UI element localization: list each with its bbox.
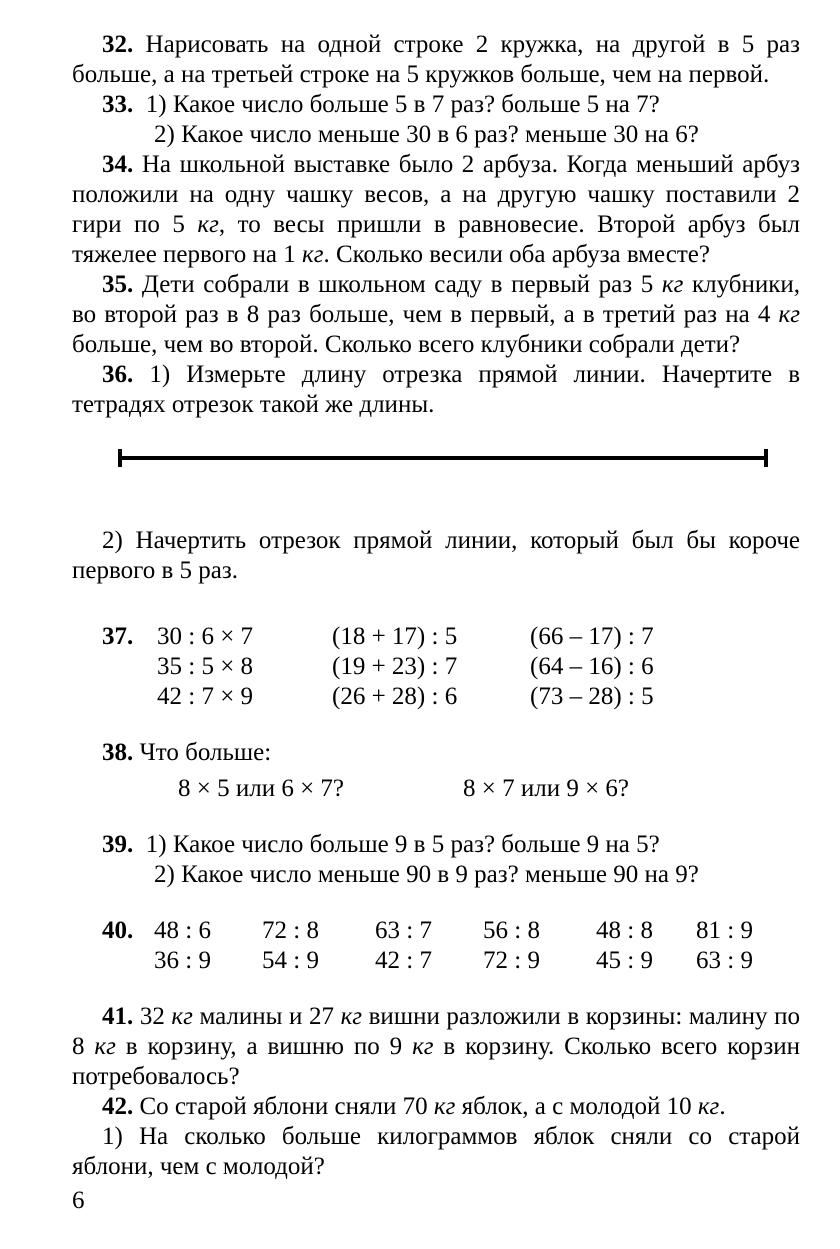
expression: (26 + 28) : 6	[332, 683, 458, 710]
exercise-42-question	[72, 1122, 800, 1182]
exercise-number: 39.	[102, 831, 134, 858]
exercise-42	[72, 1092, 800, 1122]
expression: 63 : 9	[696, 947, 753, 974]
unit-kg: кг	[778, 301, 800, 328]
exercise-text: клубники, во второй раз в 8 раз больше, чем в первый, а в третий раз на 4	[72, 271, 800, 328]
exercise-33	[72, 90, 800, 150]
exercise-text: .	[719, 1093, 726, 1120]
unit-kg: кг	[94, 1033, 116, 1060]
exercise-37	[72, 622, 800, 712]
unit-kg: кг	[302, 241, 324, 268]
exercise-text: 1) На сколько больше килограммов яблок сняли со старой яблони, чем с молодой?	[72, 1123, 800, 1180]
page-number: 6	[72, 1187, 85, 1214]
exercise-text: в корзину. Сколько всего корзин потребовалось?	[72, 1033, 800, 1090]
exercise-text: больше, чем во второй. Сколько всего клубники собрали дети?	[72, 331, 741, 358]
unit-kg: кг	[697, 1093, 720, 1120]
exercise-text: вишни разложили в корзины: малину по 8	[72, 1003, 801, 1060]
expression: (73 – 28) : 5	[530, 683, 654, 710]
exercise-32	[72, 30, 800, 90]
exercise-text: Дети собрали в школьном саду в первый раз 5	[141, 271, 662, 298]
segment-endpoint-left	[118, 449, 122, 467]
unit-kg: кг	[433, 1093, 456, 1120]
exercise-number: 37.	[102, 623, 134, 650]
expression: (18 + 17) : 5	[332, 623, 458, 650]
unit-kg: кг	[412, 1033, 434, 1060]
expression: (64 – 16) : 6	[530, 653, 654, 680]
expression: 42 : 7	[375, 947, 432, 974]
exercise-number: 35.	[102, 271, 134, 298]
page-content	[72, 30, 800, 1182]
expression: 56 : 8	[483, 917, 540, 944]
comparison: 8 × 5 или 6 × 7?	[178, 775, 345, 802]
unit-kg: кг	[661, 271, 684, 298]
exercise-line: 1) Какое число больше 5 в 7 раз? больше 5 на 7?	[145, 91, 660, 118]
expression: 48 : 6	[154, 917, 211, 944]
expression: 48 : 8	[596, 917, 653, 944]
expression: (66 – 17) : 7	[530, 623, 654, 650]
exercise-text: 32	[133, 1003, 172, 1030]
exercise-text: Нарисовать на одной строке 2 кружка, на другой в 5 раз больше, а на третьей строке на 5 кружков больше, чем на первой.	[72, 31, 800, 88]
expression: 45 : 9	[596, 947, 653, 974]
unit-kg: кг	[340, 1003, 363, 1030]
expression: 54 : 9	[262, 947, 319, 974]
line-segment-figure	[72, 440, 800, 476]
exercise-36	[72, 360, 800, 420]
expression: (19 + 23) : 7	[332, 653, 458, 680]
exercise-text: 1) Измерьте длину отрезка прямой линии. Начертите в тетрадях отрезок такой же длины.	[72, 361, 800, 418]
comparison-row	[72, 774, 800, 804]
expression: 72 : 9	[483, 947, 540, 974]
comparison: 8 × 7 или 9 × 6?	[463, 775, 630, 802]
unit-kg: кг	[171, 1003, 193, 1030]
exercise-number: 42.	[102, 1093, 134, 1120]
expression: 81 : 9	[696, 917, 753, 944]
exercise-number: 34.	[102, 151, 134, 178]
exercise-35	[72, 270, 800, 360]
expression: 42 : 7 × 9	[157, 683, 254, 710]
segment-endpoint-right	[764, 449, 768, 467]
exercise-line: 2) Какое число меньше 30 в 6 раз? меньше 30 на 6?	[154, 121, 699, 148]
expression: 35 : 5 × 8	[157, 653, 254, 680]
expression: 72 : 8	[262, 917, 319, 944]
exercise-text: малины и 27	[192, 1003, 341, 1030]
exercise-38	[72, 738, 800, 768]
expression: 36 : 9	[154, 947, 211, 974]
exercise-text: Со старой яблони сняли 70	[133, 1093, 434, 1120]
exercise-text: 2) Начертить отрезок прямой линии, который был бы короче первого в 5 раз.	[72, 527, 800, 584]
exercise-number: 38.	[102, 739, 134, 766]
exercise-36-part2	[72, 526, 800, 586]
line-segment	[118, 456, 768, 460]
expression: 63 : 7	[375, 917, 432, 944]
exercise-text: в корзину, а вишню по 9	[115, 1033, 413, 1060]
exercise-number: 41.	[102, 1003, 134, 1030]
exercise-text: . Сколько весили оба арбуза вместе?	[323, 241, 710, 268]
exercise-number: 33.	[102, 91, 134, 118]
exercise-40	[72, 916, 800, 976]
expression: 30 : 6 × 7	[157, 623, 254, 650]
exercise-41	[72, 1002, 800, 1092]
exercise-line: 2) Какое число меньше 90 в 9 раз? меньше 90 на 9?	[154, 861, 699, 888]
exercise-number: 32.	[102, 31, 134, 58]
exercise-number: 40.	[102, 917, 134, 944]
exercise-text: Что больше:	[139, 739, 272, 766]
unit-kg: кг	[197, 211, 219, 238]
exercise-34	[72, 150, 800, 270]
exercise-number: 36.	[102, 361, 134, 388]
exercise-39	[72, 830, 800, 890]
exercise-text: На школьной выставке было 2 арбуза. Когда меньший арбуз положили на одну чашку весов, а на другую чашку поставили 2 гири по 5	[72, 151, 800, 238]
exercise-line: 1) Какое число больше 9 в 5 раз? больше 9 на 5?	[145, 831, 660, 858]
exercise-text: , то весы пришли в равновесие. Второй арбуз был тяжелее первого на 1	[72, 211, 801, 268]
exercise-text: яблок, а с молодой 10	[455, 1093, 698, 1120]
